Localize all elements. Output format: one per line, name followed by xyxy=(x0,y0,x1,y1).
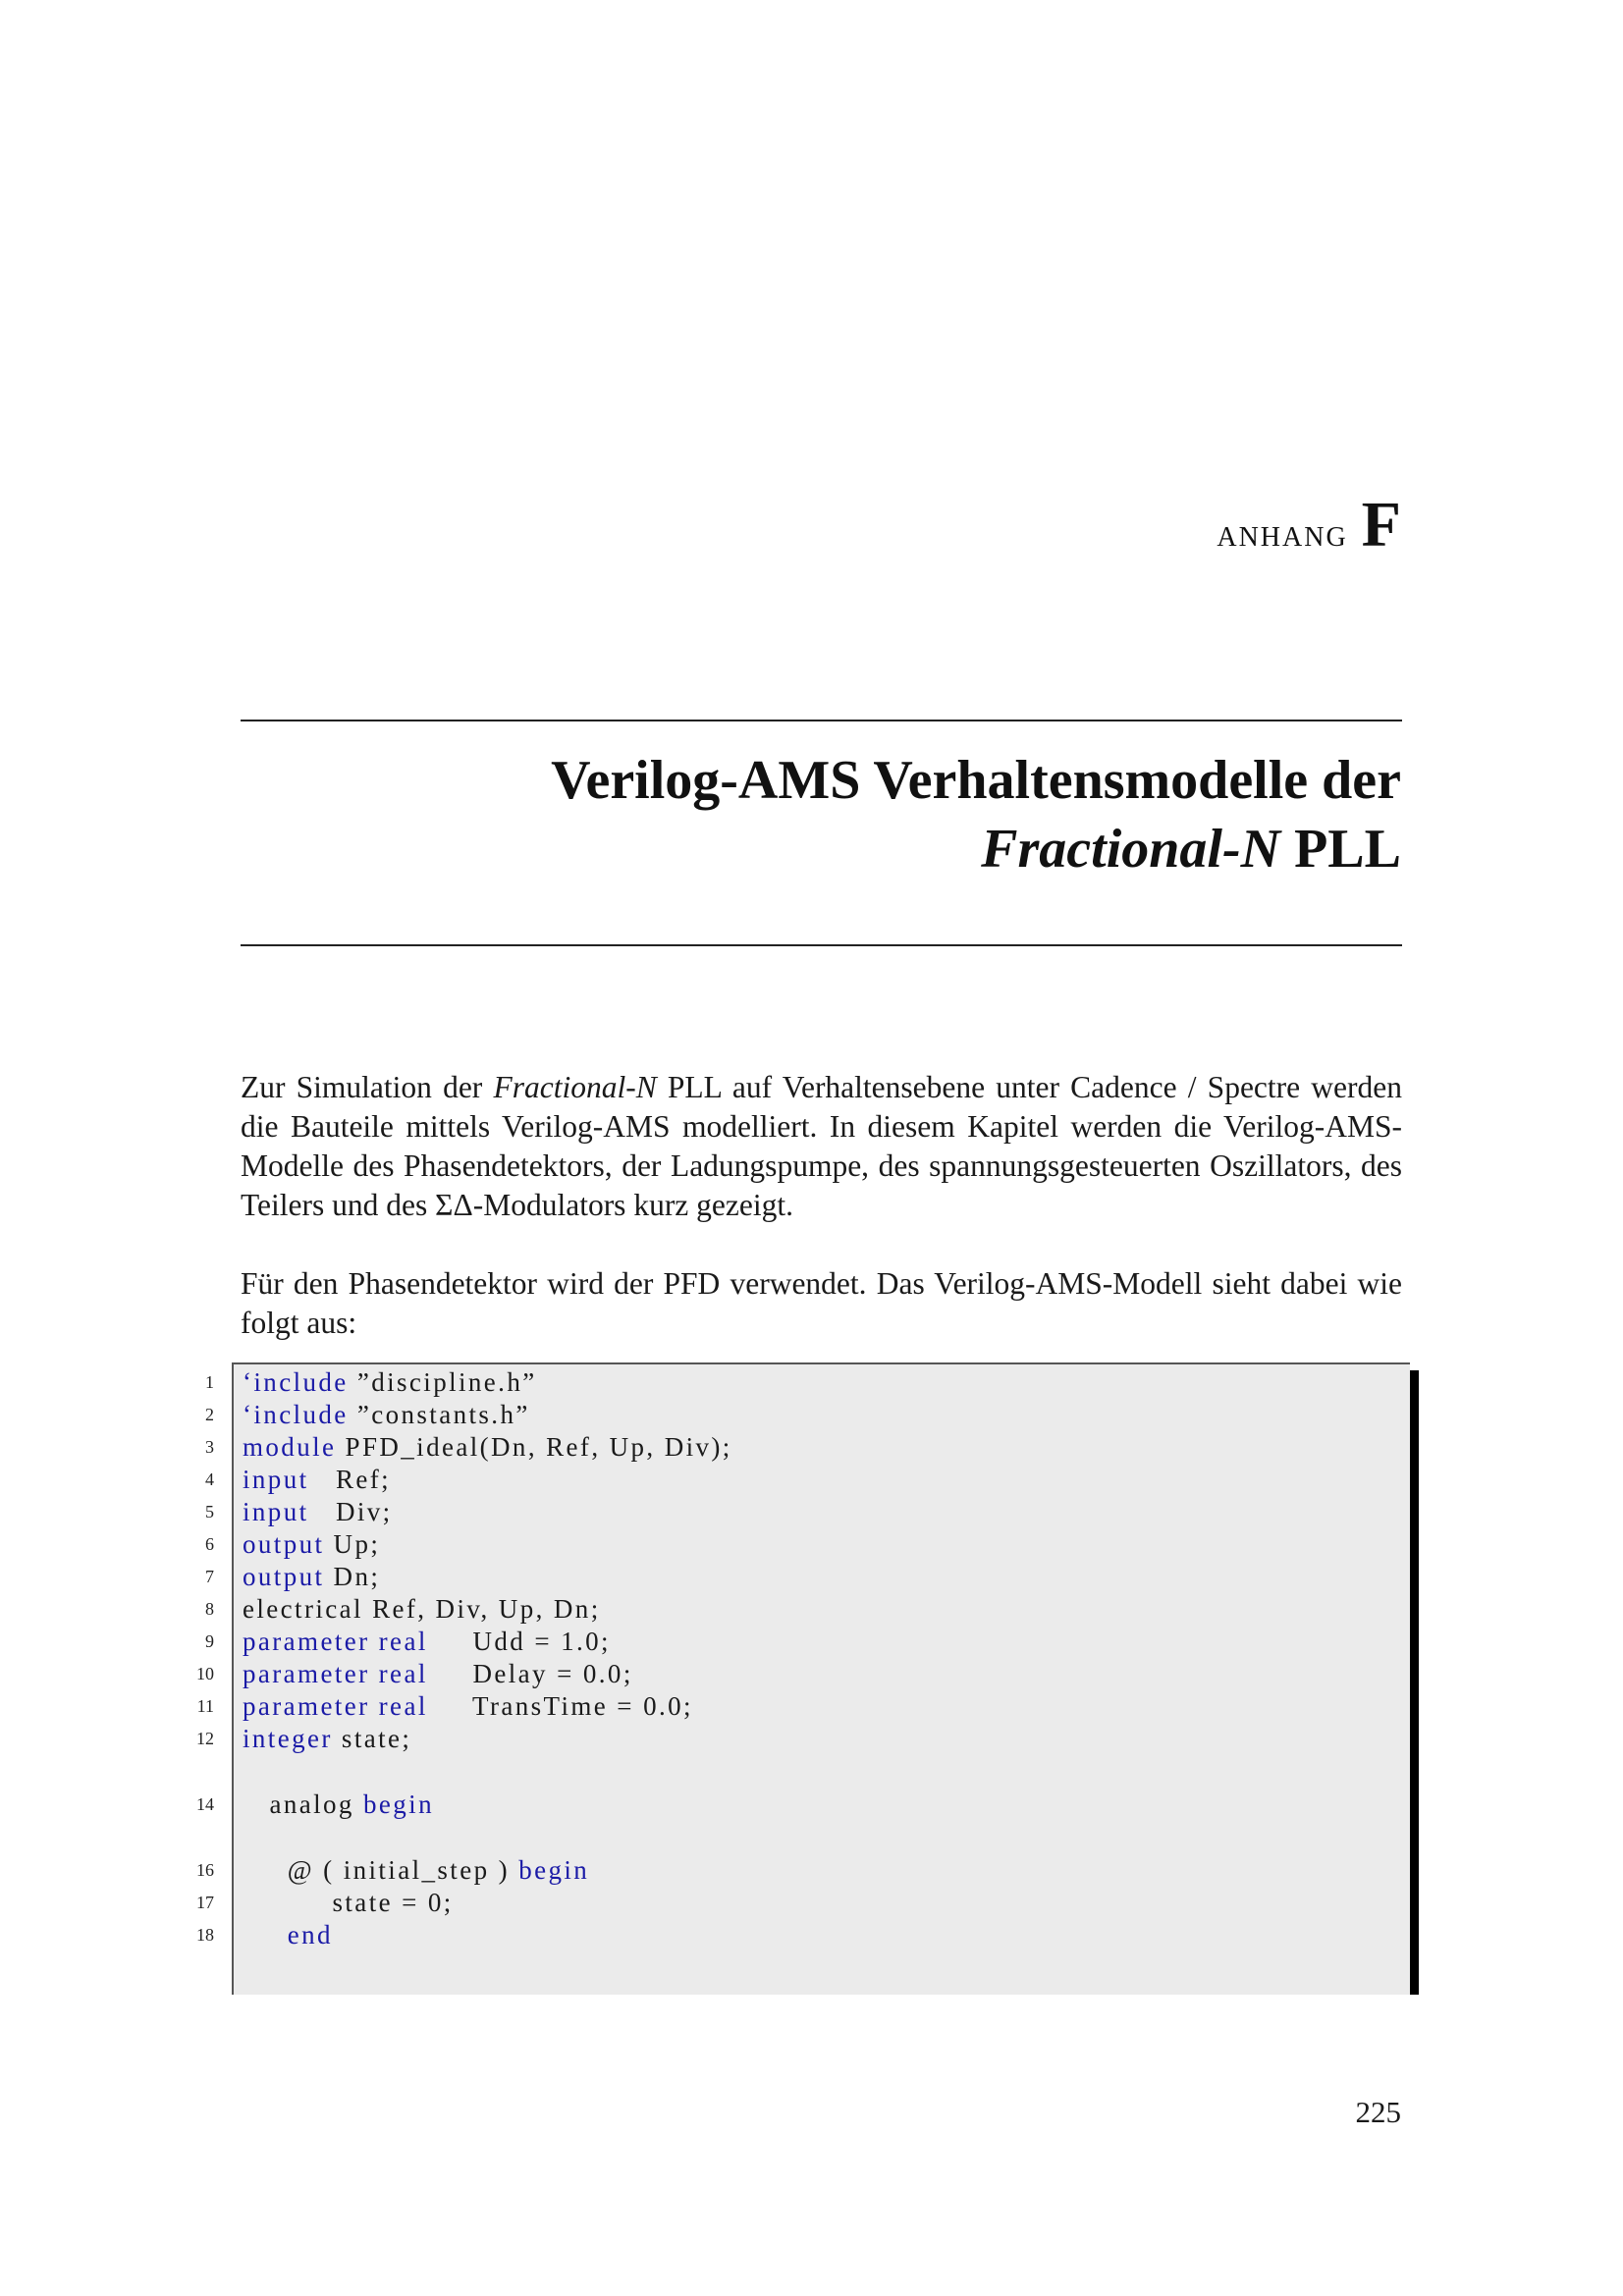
code-line xyxy=(0,1399,1414,1431)
code-line xyxy=(0,1496,1414,1528)
code-line xyxy=(0,1789,1414,1821)
paragraph-pfd: Für den Phasendetektor wird der PFD verwendet. Das Verilog-AMS-Modell sieht dabei wie folgt aus: xyxy=(241,1266,1402,1340)
chapter-letter: F xyxy=(1361,489,1401,561)
code-text: state = 0; xyxy=(243,1888,454,1917)
code-keyword: end xyxy=(287,1920,333,1949)
line-number: 9 xyxy=(205,1631,214,1651)
code-line xyxy=(0,1658,1414,1690)
page-number: 225 xyxy=(1355,2095,1401,2129)
title-italic: Fractional-N xyxy=(981,819,1281,880)
line-number: 14 xyxy=(196,1794,214,1814)
line-number: 11 xyxy=(196,1696,214,1716)
code-keyword: begin xyxy=(518,1855,590,1885)
code-text: Dn; xyxy=(324,1562,381,1591)
code-line xyxy=(0,1723,1414,1755)
code-line xyxy=(0,1464,1414,1496)
code-keyword: ‘include xyxy=(243,1400,349,1429)
code-prefix: @ ( initial_step ) xyxy=(243,1855,519,1885)
title-rule-top xyxy=(241,720,1402,721)
line-number: 1 xyxy=(205,1372,214,1392)
line-number: 18 xyxy=(196,1925,214,1945)
line-number: 16 xyxy=(196,1860,214,1880)
code-text: electrical Ref, Div, Up, Dn; xyxy=(243,1594,601,1624)
code-keyword: integer xyxy=(243,1724,333,1753)
code-keyword: input xyxy=(243,1497,309,1526)
code-text: ”discipline.h” xyxy=(348,1367,537,1397)
chapter-label: anhang xyxy=(1217,510,1348,555)
code-line xyxy=(0,1854,1414,1887)
code-text: Div; xyxy=(308,1497,393,1526)
para1-start: Zur Simulation der xyxy=(241,1070,494,1104)
code-text: Up; xyxy=(324,1529,381,1559)
code-line xyxy=(0,1919,1414,1951)
para1-italic: Fractional-N xyxy=(493,1070,657,1104)
line-number: 5 xyxy=(205,1502,214,1522)
line-number: 6 xyxy=(205,1534,214,1554)
chapter-heading xyxy=(1217,488,1401,561)
code-text: ”constants.h” xyxy=(348,1400,530,1429)
line-number: 4 xyxy=(205,1469,214,1489)
code-keyword: output xyxy=(243,1562,325,1591)
code-line xyxy=(0,1690,1414,1723)
para1-rest: PLL auf Verhaltensebene unter Cadence / Spectre werden die Bauteile mittels Verilog-AMS modelliert. In diesem Kapitel werden die Verilog-AMS-Modelle des Phasendetektors, der Ladungspumpe, des spannungsgesteuerten Oszillators, des Teilers und des ΣΔ-Modulators kurz gezeigt. xyxy=(241,1070,1402,1222)
line-number: 8 xyxy=(205,1599,214,1619)
code-keyword: begin xyxy=(362,1789,434,1819)
code-line xyxy=(0,1431,1414,1464)
code-text: Delay = 0.0; xyxy=(427,1659,633,1688)
code-prefix: analog xyxy=(243,1789,363,1819)
code-text: Ref; xyxy=(308,1465,392,1494)
title-rest: PLL xyxy=(1294,819,1401,880)
code-keyword: output xyxy=(243,1529,325,1559)
code-keyword: parameter real xyxy=(243,1691,428,1721)
chapter-title xyxy=(551,746,1401,883)
code-keyword: parameter real xyxy=(243,1627,428,1656)
code-keyword: parameter real xyxy=(243,1659,428,1688)
line-number: 17 xyxy=(196,1893,214,1912)
code-line xyxy=(0,1561,1414,1593)
title-rule-bottom xyxy=(241,944,1402,946)
code-prefix xyxy=(243,1920,288,1949)
line-number: 10 xyxy=(196,1664,214,1683)
line-number: 7 xyxy=(205,1567,214,1586)
code-line xyxy=(0,1626,1414,1658)
code-text: PFD_ideal(Dn, Ref, Up, Div); xyxy=(336,1432,732,1462)
code-line xyxy=(0,1528,1414,1561)
title-line-1: Verilog-AMS Verhaltensmodelle der xyxy=(551,750,1401,811)
code-text: TransTime = 0.0; xyxy=(427,1691,693,1721)
code-text: Udd = 1.0; xyxy=(427,1627,611,1656)
code-line xyxy=(0,1366,1414,1399)
code-keyword: module xyxy=(243,1432,337,1462)
code-keyword: input xyxy=(243,1465,309,1494)
line-number: 12 xyxy=(196,1729,214,1748)
title-line-2 xyxy=(551,815,1401,883)
line-number: 3 xyxy=(205,1437,214,1457)
paragraph-intro xyxy=(241,1068,1402,1225)
code-line xyxy=(0,1887,1414,1919)
code-keyword: ‘include xyxy=(243,1367,349,1397)
line-number: 2 xyxy=(205,1405,214,1424)
code-line xyxy=(0,1593,1414,1626)
code-text: state; xyxy=(332,1724,412,1753)
